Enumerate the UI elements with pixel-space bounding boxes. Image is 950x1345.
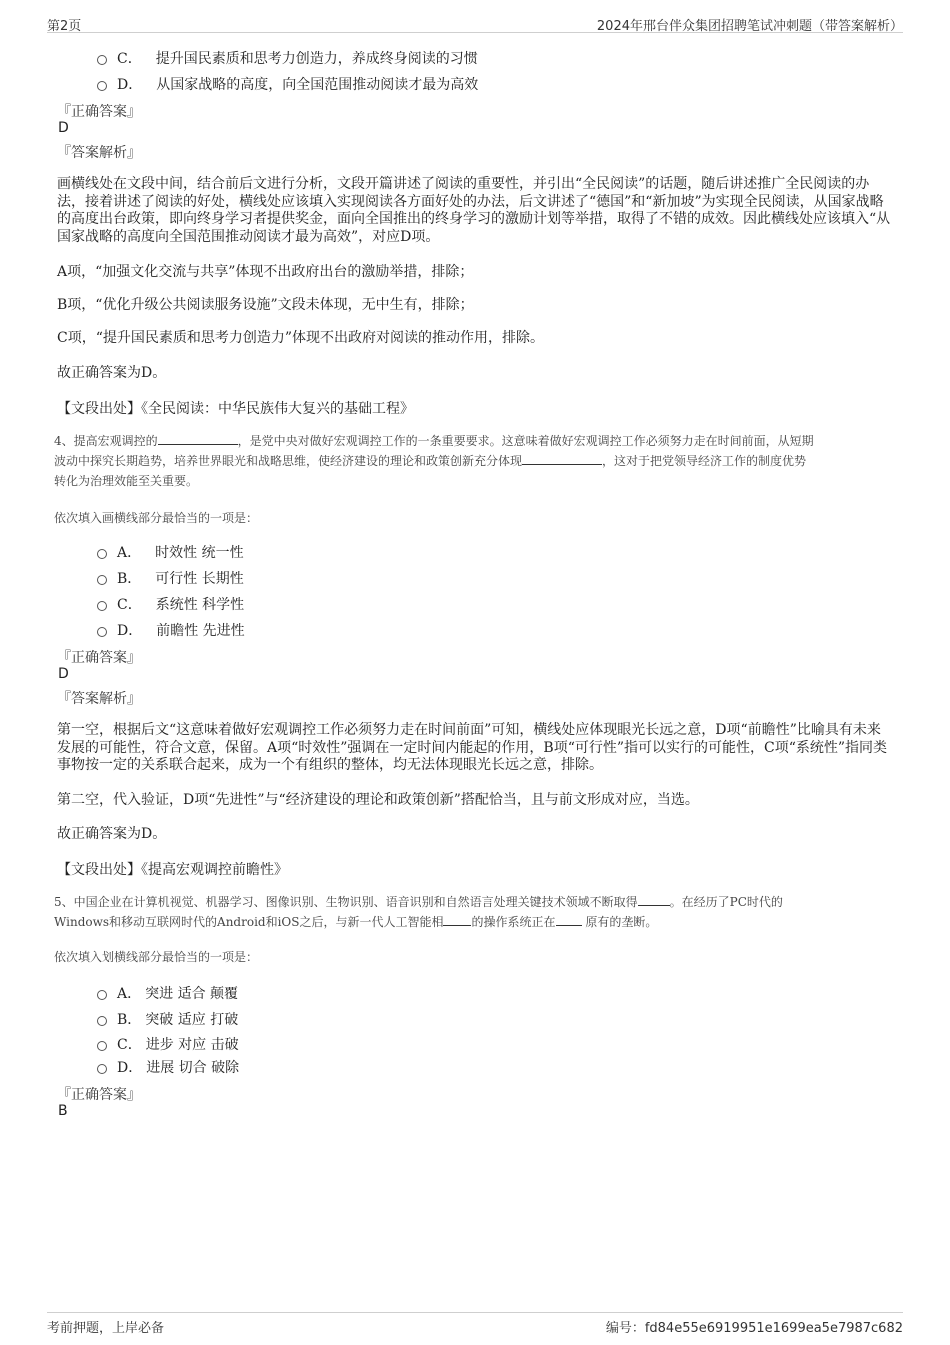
q4-prompt: 依次填入画横线部分最恰当的一项是：	[54, 511, 259, 525]
q5-option-d[interactable]: D． 进展 切合 破除	[97, 1057, 239, 1077]
q5-option-c[interactable]: C． 进步 对应 击破	[97, 1034, 239, 1054]
radio-icon[interactable]	[97, 1041, 107, 1051]
q4-option-d[interactable]: D． 前瞻性 先进性	[97, 620, 245, 640]
q5-prompt: 依次填入划横线部分最恰当的一项是：	[54, 950, 259, 964]
q5-blank-1	[638, 893, 670, 906]
q4-blank-1	[158, 432, 238, 445]
q5-option-a[interactable]: A． 突进 适合 颠覆	[97, 983, 238, 1003]
q4-option-b[interactable]: B． 可行性 长期性	[97, 568, 244, 588]
q5-answer-tag: 『正确答案』	[57, 1087, 141, 1103]
q3-analysis-tag: 『答案解析』	[57, 145, 141, 161]
document-id: 编号：fd84e55e6919951e1699ea5e7987c682	[605, 1321, 903, 1336]
q4-analysis-first-blank: 第一空，根据后文“这意味着做好宏观调控工作必须努力走在时间前面”可知，横线处应体现眼光长远之意，D项“前瞻性”比喻具有未来发展的可能性，符合文意，保留。A项“时效性”强调在一定时间内能起的作用，B项“可行性”指可以实行的可能性，C项“系统性”指同类事物按一定的关系联合起来，成为一个有组织的整体，均无法体现眼光长远之意，排除。	[57, 722, 888, 773]
radio-icon[interactable]	[97, 627, 107, 637]
radio-icon[interactable]	[97, 1064, 107, 1074]
footer-slogan: 考前押题，上岸必备	[47, 1321, 165, 1336]
q3-analysis-c: C项，“提升国民素质和思考力创造力”体现不出政府对阅读的推动作用，排除。	[57, 330, 545, 346]
q3-analysis-paragraph: 画横线处在文段中间，结合前后文进行分析，文段开篇讲述了阅读的重要性，并引出“全民阅读”的话题，随后讲述推广全民阅读的办法，接着讲述了阅读的好处，横线处应该填入实现阅读各方面好处的办法，后文讲述了“德国”和“新加坡”为实现全民阅读，从国家战略的高度出台政策，即向终身学习者提供奖金，面向全国推出的终身学习的激励计划等举措，取得了不错的成效。因此横线处应该填入“从国家战略的高度向全国范围推动阅读才最为高效”，对应D项。	[57, 176, 891, 245]
q3-answer-tag: 『正确答案』	[57, 104, 141, 120]
q4-blank-2	[522, 452, 602, 465]
q3-analysis-b: B项，“优化升级公共阅读服务设施”文段未体现，无中生有，排除；	[57, 297, 474, 313]
q5-blank-3	[556, 913, 582, 926]
q4-conclusion: 故正确答案为D。	[57, 826, 167, 842]
q4-analysis-second-blank: 第二空，代入验证，D项“先进性”与“经济建设的理论和政策创新”搭配恰当，且与前文形成对应，当选。	[57, 792, 699, 808]
page-footer	[47, 1312, 903, 1337]
q5-option-b[interactable]: B． 突破 适应 打破	[97, 1009, 238, 1029]
q4-answer-tag: 『正确答案』	[57, 650, 141, 666]
radio-icon[interactable]	[97, 81, 107, 91]
radio-icon[interactable]	[97, 1016, 107, 1026]
radio-icon[interactable]	[97, 601, 107, 611]
q5-answer: B	[58, 1103, 68, 1119]
document-title: 2024年邢台伴众集团招聘笔试冲刺题（带答案解析）	[596, 19, 903, 34]
q4-answer: D	[58, 666, 69, 682]
radio-icon[interactable]	[97, 55, 107, 65]
q3-option-d[interactable]: D． 从国家战略的高度，向全国范围推动阅读才最为高效	[97, 74, 478, 94]
q5-stem: 5、中国企业在计算机视觉、机器学习、图像识别、生物识别、语音识别和自然语言处理关键技术领域不断取得 。在经历了PC时代的 Windows和移动互联网时代的Android和iOS之后，与新一代人工智能相 的操作系统正在 原有的垄断。	[54, 895, 783, 929]
page-header	[47, 12, 903, 33]
q3-analysis-a: A项，“加强文化交流与共享”体现不出政府出台的激励举措，排除；	[57, 264, 474, 280]
page-number: 第2页	[47, 19, 82, 34]
q4-stem: 4、提高宏观调控的 ，是党中央对做好宏观调控工作的一条重要要求。这意味着做好宏观调控工作必须努力走在时间前面，从短期 波动中探究长期趋势，培养世界眼光和战略思维，使经济建设的理论和政策创新充分体现 ，这对于把党领导经济工作的制度优势 转化为治理效能至关重要。	[54, 434, 814, 488]
q4-option-a[interactable]: A． 时效性 统一性	[97, 542, 244, 562]
q4-analysis-tag: 『答案解析』	[57, 691, 141, 707]
radio-icon[interactable]	[97, 549, 107, 559]
q4-option-c[interactable]: C． 系统性 科学性	[97, 594, 244, 614]
q3-answer: D	[58, 120, 69, 136]
q3-option-c[interactable]: C． 提升国民素质和思考力创造力，养成终身阅读的习惯	[97, 48, 478, 68]
radio-icon[interactable]	[97, 575, 107, 585]
radio-icon[interactable]	[97, 990, 107, 1000]
q3-source: 【文段出处】《全民阅读：中华民族伟大复兴的基础工程》	[57, 401, 414, 417]
q5-blank-2	[443, 913, 471, 926]
q3-conclusion: 故正确答案为D。	[57, 365, 167, 381]
q4-source: 【文段出处】《提高宏观调控前瞻性》	[57, 862, 288, 878]
